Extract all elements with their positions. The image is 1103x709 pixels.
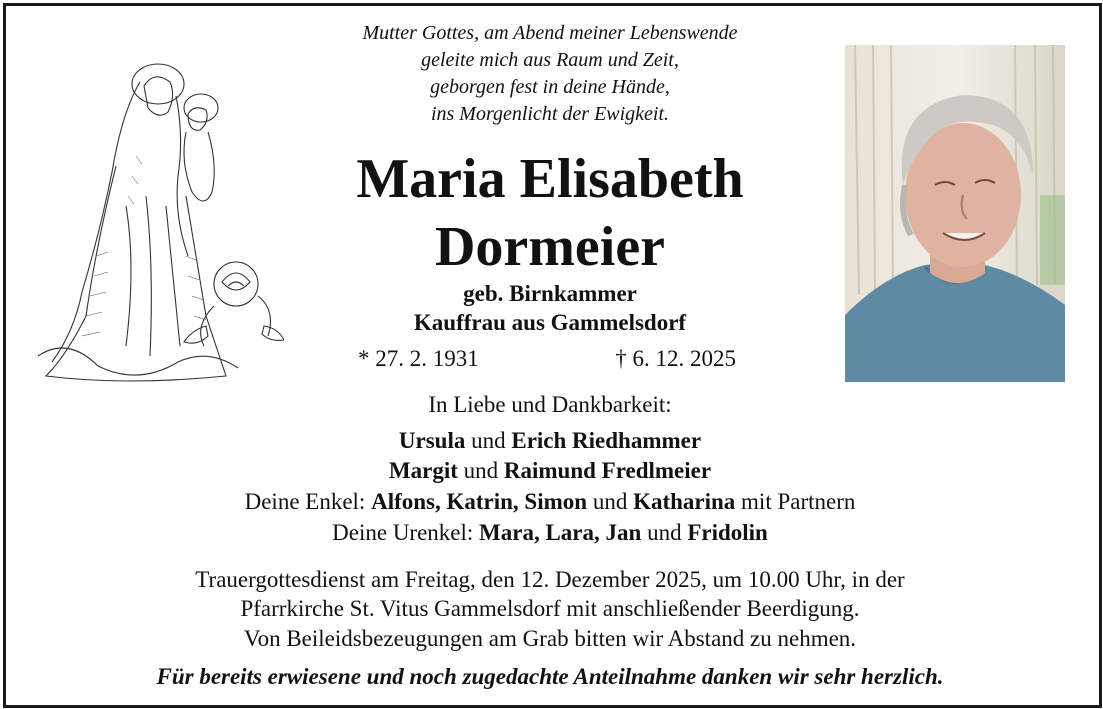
birth-name: geb. Birnkammer <box>463 281 637 306</box>
grandchildren-label: Deine Enkel: <box>244 489 366 514</box>
mourner-name: Raimund Fredlmeier <box>503 458 712 483</box>
grandchildren-names: Alfons, Katrin, Simon <box>371 489 588 514</box>
closing-thanks: Für bereits erwiesene und noch zugedachte Anteilnahme danken wir sehr herzlich. <box>156 664 944 689</box>
grandchild-name: Katharina <box>633 489 736 514</box>
great-grandchildren-names: Mara, Lara, Jan <box>479 520 642 545</box>
grandchildren-line <box>50 487 1050 517</box>
mourner-name: Erich Riedhammer <box>511 428 702 453</box>
mourners-intro: In Liebe und Dankbarkeit: <box>428 392 672 417</box>
conjunction: und <box>647 520 682 545</box>
poem <box>300 20 800 128</box>
conjunction: und <box>471 428 506 453</box>
great-grandchildren-label: Deine Urenkel: <box>332 520 474 545</box>
great-grandchild-name: Fridolin <box>687 520 768 545</box>
service-line: Von Beileidsbezeugungen am Grab bitten wir Abstand zu nehmen. <box>243 626 857 651</box>
service-line: Trauergottesdienst am Freitag, den 12. Dezember 2025, um 10.00 Uhr, in der <box>195 567 905 592</box>
poem-line: Mutter Gottes, am Abend meiner Lebenswende <box>362 22 738 44</box>
conjunction: und <box>463 458 499 483</box>
occupation: Kauffrau aus Gammelsdorf <box>413 310 687 335</box>
mourner-name: Margit <box>388 458 458 483</box>
portrait-photo <box>845 45 1065 382</box>
death-date: † 6. 12. 2025 <box>615 346 736 371</box>
birth-date: * 27. 2. 1931 <box>358 346 479 371</box>
service-line: Pfarrkirche St. Vitus Gammelsdorf mit anschließender Beerdigung. <box>240 596 860 621</box>
poem-line: ins Morgenlicht der Ewigkeit. <box>430 103 670 125</box>
deceased-name <box>250 145 850 281</box>
mourner-couple-1 <box>50 426 1050 456</box>
grandchildren-suffix: mit Partnern <box>741 489 856 514</box>
life-dates <box>340 346 760 378</box>
poem-line: geborgen fest in deine Hände, <box>430 76 670 98</box>
conjunction: und <box>592 489 628 514</box>
great-grandchildren-line <box>50 518 1050 548</box>
madonna-illustration <box>36 56 284 396</box>
mourner-couple-2 <box>50 456 1050 486</box>
first-names: Maria Elisabeth <box>356 148 744 210</box>
mourner-name: Ursula <box>398 428 466 453</box>
poem-line: geleite mich aus Raum und Zeit, <box>421 49 679 71</box>
surname: Dormeier <box>434 216 666 278</box>
